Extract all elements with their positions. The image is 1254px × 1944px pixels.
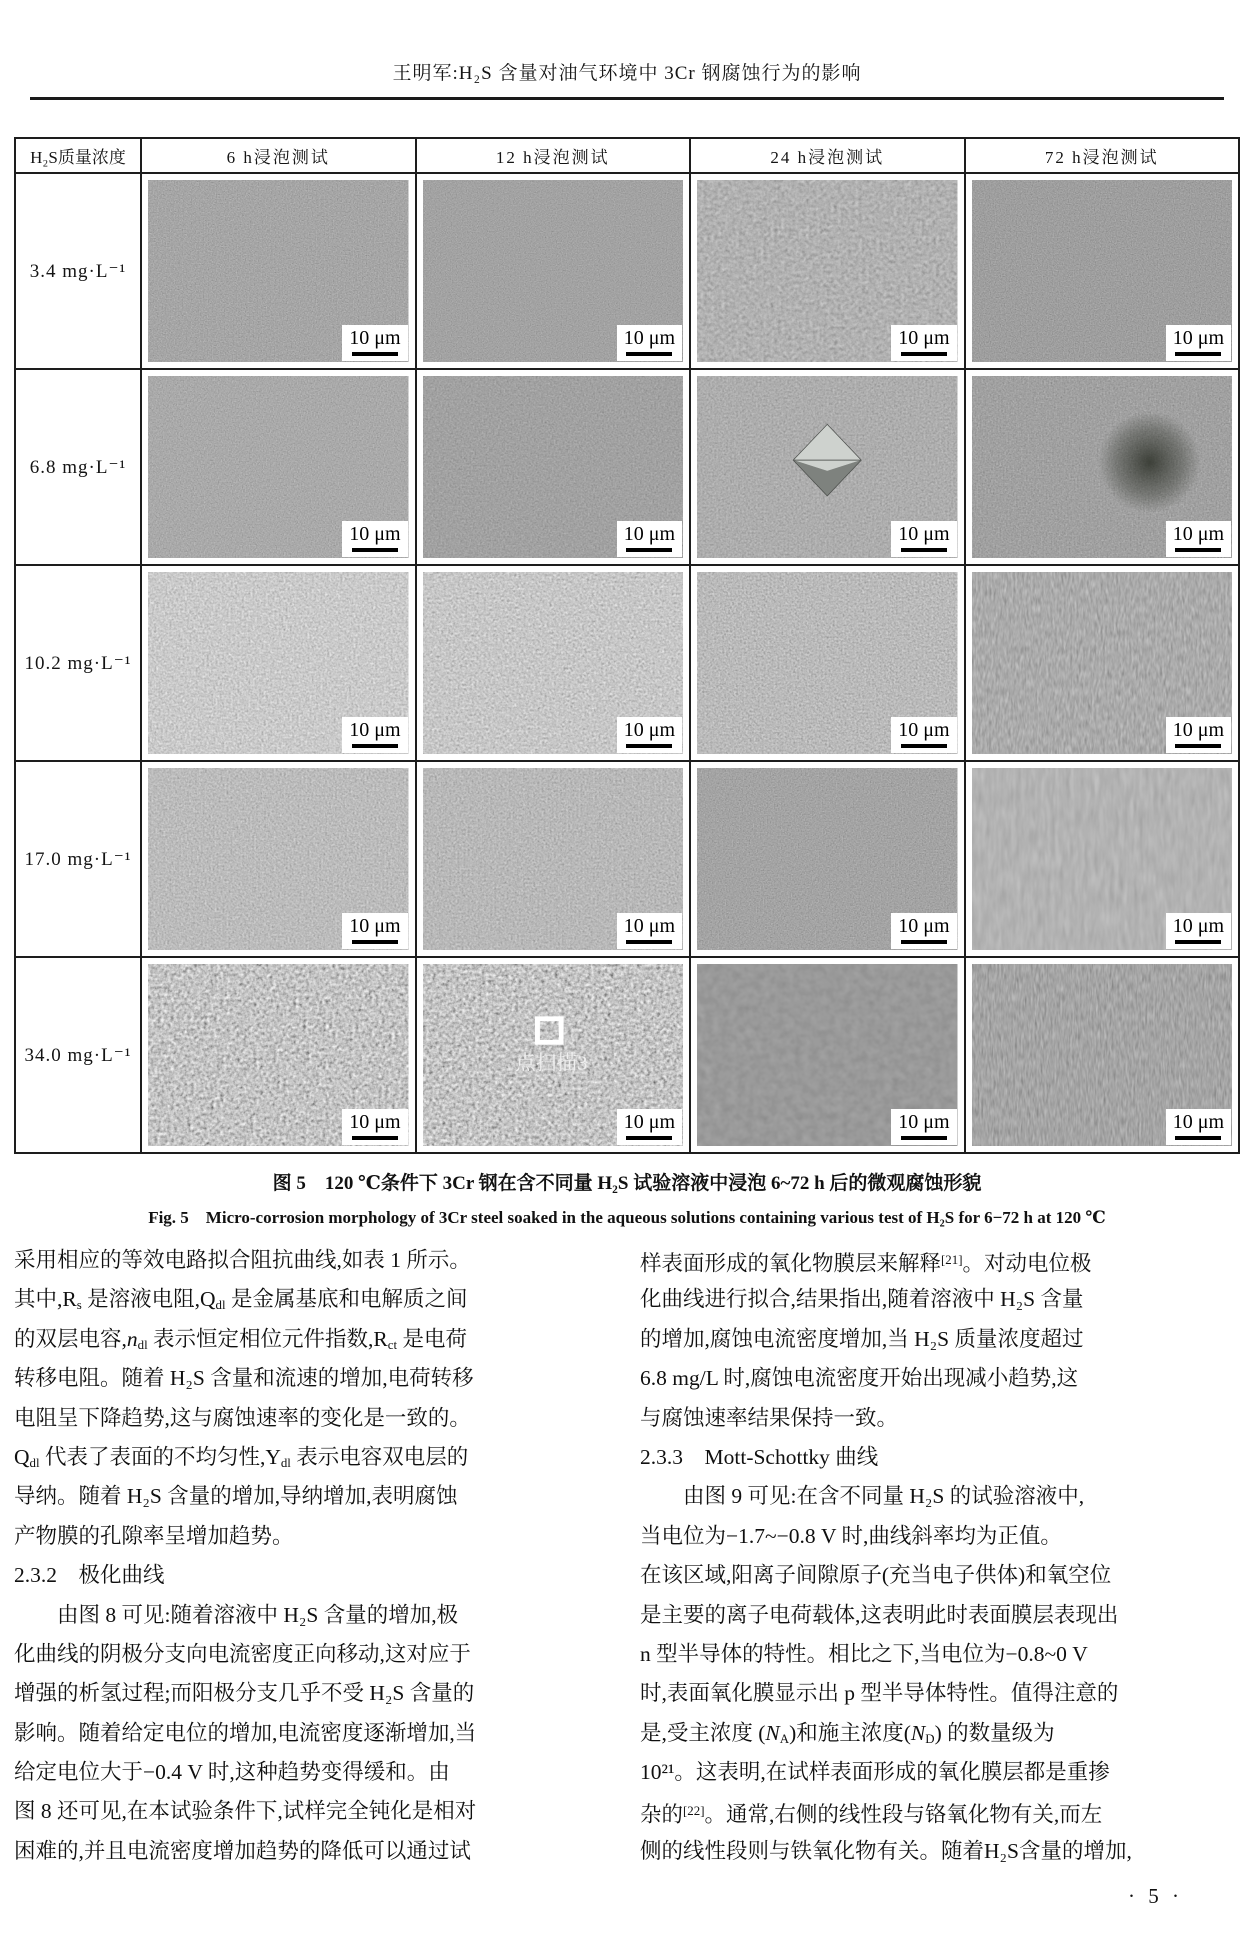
figure-caption-en: Fig. 5 Micro-corrosion morphology of 3Cr steel soaked in the aqueous solutions containing various test of H₂S for 6−72 h at 120 ℃: [148, 1208, 1106, 1227]
text-line: 侧的线性段则与铁氧化物有关。随着H₂S含量的增加,: [640, 1838, 1132, 1863]
text-line: 的双层电容$,n_{dl}$ 表示恒定相位元件指数$,R_{ct}$ 是电荷: [14, 1326, 467, 1352]
scale-bar: [626, 548, 672, 552]
sem-cell-r2c3: [689, 370, 964, 564]
table-row: [16, 174, 1238, 368]
table-row: [16, 564, 1238, 760]
scale-chip: [342, 521, 407, 557]
text-line: 化曲线进行拟合,结果指出,随着溶液中 H₂S 含量: [640, 1287, 1084, 1312]
sem-cell-r3c1: [140, 566, 415, 760]
scale-label: 10 μm: [898, 719, 950, 741]
row-label-3: 17.0 mg·L⁻¹: [24, 848, 132, 870]
scale-label: 10 μm: [623, 523, 675, 545]
sem-cell-r4c2: [415, 762, 690, 956]
sem-cell-r5c2: [415, 958, 690, 1152]
text-line: $Q_{dl}$ 代表了表面的不均匀性$,Y_{dl}$ 表示电容双电层的: [14, 1444, 469, 1471]
scale-chip: [617, 717, 682, 753]
scale-chip: [1166, 325, 1231, 361]
sem-cell-r4c1: [140, 762, 415, 956]
text-line: 由图 8 可见:随着溶液中 H₂S 含量的增加,极: [14, 1602, 459, 1627]
col-header-1: 6 h浸泡测试: [140, 139, 415, 172]
figure-table: [14, 137, 1240, 1154]
text-line: 10²¹。这表明,在试样表面形成的氧化膜层都是重掺: [640, 1760, 1110, 1785]
text-line: 6.8 mg/L 时,腐蚀电流密度开始出现减小趋势,这: [640, 1366, 1079, 1391]
running-head: 王明军:H₂S 含量对油气环境中 3Cr 钢腐蚀行为的影响: [392, 63, 862, 84]
sem-cell-r4c3: [689, 762, 964, 956]
col-header-0: H₂S质量浓度: [30, 148, 126, 167]
text-line: 与腐蚀速率结果保持一致。: [640, 1405, 899, 1430]
scale-label: 10 μm: [349, 719, 401, 741]
text-line: 当电位为−1.7~−0.8 V 时,曲线斜率均为正值。: [640, 1523, 1062, 1548]
sem-cell-r1c2: [415, 174, 690, 368]
scale-label: 10 μm: [349, 1111, 401, 1133]
scale-label: 10 μm: [1172, 1111, 1224, 1133]
scale-chip: [342, 913, 407, 949]
sem-cell-r2c2: [415, 370, 690, 564]
body-column-left: [14, 1241, 614, 1871]
text-line: 在该区域,阳离子间隙原子(充当电子供体)和氧空位: [640, 1563, 1112, 1588]
scale-label: 10 μm: [349, 327, 401, 349]
scale-bar: [1175, 548, 1221, 552]
scale-bar: [1175, 940, 1221, 944]
scale-bar: [901, 940, 947, 944]
scale-bar: [352, 548, 398, 552]
scale-bar: [352, 352, 398, 356]
text-line: n 型半导体的特性。相比之下,当电位为−0.8~0 V: [640, 1641, 1088, 1666]
sem-cell-r4c4: [964, 762, 1239, 956]
scale-chip: [1166, 1109, 1231, 1145]
table-header-row: [16, 139, 1238, 174]
text-line: 图 8 还可见,在本试验条件下,试样完全钝化是相对: [14, 1799, 477, 1824]
text-line: 是主要的离子电荷载体,这表明此时表面膜层表现出: [640, 1602, 1119, 1627]
text-line: 是,受主浓度 $(N_A)$和施主浓度$(N_D)$ 的数量级为: [640, 1720, 1055, 1746]
text-line: 困难的,并且电流密度增加趋势的降低可以通过试: [14, 1838, 471, 1863]
scale-label: 10 μm: [898, 523, 950, 545]
scale-label: 10 μm: [623, 327, 675, 349]
scale-chip: [891, 913, 956, 949]
scale-label: 10 μm: [898, 915, 950, 937]
scale-bar: [352, 1136, 398, 1140]
scale-label: 10 μm: [1172, 327, 1224, 349]
scale-chip: [891, 325, 956, 361]
scale-chip: [617, 521, 682, 557]
figure-caption-zh: 图 5 120 ℃条件下 3Cr 钢在含不同量 H₂S 试验溶液中浸泡 6~72 h 后的微观腐蚀形貌: [272, 1173, 982, 1194]
col-header-4: 72 h浸泡测试: [964, 139, 1239, 172]
sem-cell-r2c1: [140, 370, 415, 564]
text-line: 增强的析氢过程;而阳极分支几乎不受 H₂S 含量的: [14, 1681, 475, 1706]
scale-chip: [342, 717, 407, 753]
scale-chip: [617, 913, 682, 949]
scale-label: 10 μm: [623, 915, 675, 937]
scale-bar: [1175, 744, 1221, 748]
scale-chip: [891, 521, 956, 557]
sem-cell-r5c4: [964, 958, 1239, 1152]
sem-cell-r5c3: [689, 958, 964, 1152]
row-label-1: 6.8 mg·L⁻¹: [29, 456, 127, 478]
scale-chip: [342, 1109, 407, 1145]
text-line: 导纳。随着 H₂S 含量的增加,导纳增加,表明腐蚀: [14, 1484, 458, 1509]
scale-chip: [342, 325, 407, 361]
scale-bar: [901, 352, 947, 356]
text-line: 样表面形成的氧化物膜层来解释[21]。对动电位极: [640, 1251, 1092, 1276]
text-line: 2.3.2 极化曲线: [14, 1563, 165, 1588]
col-header-2: 12 h浸泡测试: [415, 139, 690, 172]
scale-label: 10 μm: [1172, 719, 1224, 741]
scale-bar: [1175, 352, 1221, 356]
sem-cell-r3c4: [964, 566, 1239, 760]
row-label-2: 10.2 mg·L⁻¹: [24, 652, 132, 674]
body-column-right: [640, 1241, 1240, 1871]
scale-bar: [1175, 1136, 1221, 1140]
text-line: 2.3.3 Mott-Schottky 曲线: [640, 1444, 879, 1469]
table-row: [16, 956, 1238, 1152]
sem-cell-r1c1: [140, 174, 415, 368]
sem-cell-r2c4: [964, 370, 1239, 564]
scale-bar: [626, 744, 672, 748]
scale-bar: [626, 1136, 672, 1140]
scale-chip: [891, 717, 956, 753]
table-row: [16, 368, 1238, 564]
text-line: 杂的[22]。通常,右侧的线性段与铬氧化物有关,而左: [640, 1802, 1103, 1827]
scale-label: 10 μm: [623, 719, 675, 741]
scale-bar: [901, 548, 947, 552]
scale-label: 10 μm: [898, 327, 950, 349]
scale-label: 10 μm: [1172, 523, 1224, 545]
page-number: · 5 ·: [1128, 1884, 1183, 1908]
text-line: 的增加,腐蚀电流密度增加,当 H₂S 质量浓度超过: [640, 1326, 1084, 1351]
sem-cell-r3c3: [689, 566, 964, 760]
row-label-0: 3.4 mg·L⁻¹: [29, 260, 127, 282]
scale-bar: [901, 1136, 947, 1140]
row-label-4: 34.0 mg·L⁻¹: [24, 1044, 132, 1066]
scale-chip: [1166, 913, 1231, 949]
text-line: 产物膜的孔隙率呈增加趋势。: [14, 1523, 294, 1548]
sem-cell-r5c1: [140, 958, 415, 1152]
text-line: 影响。随着给定电位的增加,电流密度逐渐增加,当: [14, 1720, 477, 1745]
scale-bar: [352, 744, 398, 748]
scale-chip: [1166, 521, 1231, 557]
scale-bar: [901, 744, 947, 748]
scale-label: 10 μm: [349, 915, 401, 937]
scale-bar: [626, 940, 672, 944]
text-line: 时,表面氧化膜显示出 p 型半导体特性。值得注意的: [640, 1681, 1119, 1706]
table-row: [16, 760, 1238, 956]
text-line: 转移电阻。随着 H₂S 含量和流速的增加,电荷转移: [14, 1366, 474, 1391]
scale-label: 10 μm: [623, 1111, 675, 1133]
scale-chip: [617, 1109, 682, 1145]
text-line: 给定电位大于−0.4 V 时,这种趋势变得缓和。由: [14, 1760, 450, 1785]
scale-label: 10 μm: [1172, 915, 1224, 937]
sem-cell-r1c4: [964, 174, 1239, 368]
text-line: 电阻呈下降趋势,这与腐蚀速率的变化是一致的。: [14, 1405, 471, 1430]
sem-cell-r3c2: [415, 566, 690, 760]
sem-cell-r1c3: [689, 174, 964, 368]
scale-label: 10 μm: [349, 523, 401, 545]
scale-chip: [1166, 717, 1231, 753]
text-line: 化曲线的阴极分支向电流密度正向移动,这对应于: [14, 1641, 471, 1666]
scale-bar: [626, 352, 672, 356]
col-header-3: 24 h浸泡测试: [689, 139, 964, 172]
header-rule: [30, 97, 1224, 100]
scale-bar: [352, 940, 398, 944]
text-line: 采用相应的等效电路拟合阻抗曲线,如表 1 所示。: [14, 1248, 471, 1272]
scale-chip: [617, 325, 682, 361]
svg-text:点扫描3: 点扫描3: [514, 1052, 588, 1075]
text-line: 由图 9 可见:在含不同量 H₂S 的试验溶液中,: [640, 1484, 1085, 1509]
scale-chip: [891, 1109, 956, 1145]
text-line: 其中$,R_s$ 是溶液电阻$,Q_{dl}$ 是金属基底和电解质之间: [14, 1287, 468, 1313]
scale-label: 10 μm: [898, 1111, 950, 1133]
